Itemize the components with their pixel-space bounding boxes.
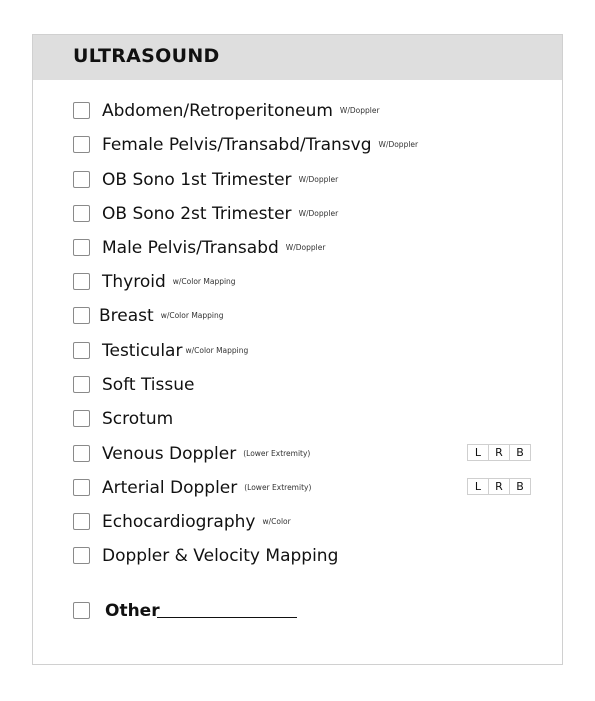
item-name: Abdomen/Retroperitoneum [102, 101, 333, 121]
order-item-male-pelvis[interactable] [33, 237, 562, 261]
order-item-other[interactable] [33, 600, 562, 624]
item-note: W/Doppler [298, 175, 339, 184]
checkbox[interactable] [73, 410, 90, 427]
order-item-scrotum[interactable] [33, 408, 562, 432]
checkbox[interactable] [73, 445, 90, 462]
side-right-option[interactable]: R [488, 478, 510, 495]
item-name: Echocardiography [102, 512, 256, 532]
item-label [102, 443, 310, 465]
item-name: OB Sono 1st Trimester [102, 170, 292, 190]
item-label [102, 237, 325, 259]
order-item-ob-2st[interactable] [33, 203, 562, 227]
checkbox[interactable] [73, 171, 90, 188]
item-note: w/Color [262, 517, 291, 526]
item-label [102, 134, 418, 156]
item-label [102, 271, 236, 293]
order-item-testicular[interactable] [33, 340, 562, 364]
checkbox[interactable] [73, 376, 90, 393]
checkbox[interactable] [73, 547, 90, 564]
checkbox[interactable] [73, 136, 90, 153]
item-label [102, 340, 248, 362]
checkbox[interactable] [73, 239, 90, 256]
item-note: w/Color Mapping [185, 346, 249, 355]
other-label: Other [105, 601, 160, 621]
item-name: Breast [99, 306, 154, 326]
item-label [102, 545, 338, 567]
item-note: W/Doppler [339, 106, 380, 115]
item-label [102, 408, 173, 430]
ultrasound-order-card [32, 34, 563, 665]
side-right-option[interactable]: R [488, 444, 510, 461]
item-note: (Lower Extremity) [243, 449, 311, 458]
item-note: W/Doppler [298, 209, 339, 218]
section-header [33, 35, 562, 80]
checkbox[interactable] [73, 602, 90, 619]
item-label [102, 374, 194, 396]
item-name: Thyroid [102, 272, 166, 292]
item-name: Female Pelvis/Transabd/Transvg [102, 135, 372, 155]
order-item-abdomen[interactable] [33, 100, 562, 124]
item-name: Scrotum [102, 409, 174, 429]
side-left-option[interactable]: L [467, 444, 489, 461]
side-selector [468, 444, 531, 461]
other-text-field[interactable] [157, 617, 297, 618]
order-item-female-pelvis[interactable] [33, 134, 562, 158]
checkbox[interactable] [73, 205, 90, 222]
item-note: w/Color Mapping [172, 277, 236, 286]
item-note: w/Color Mapping [160, 311, 224, 320]
item-name: Venous Doppler [102, 444, 237, 464]
checkbox[interactable] [73, 342, 90, 359]
item-label [102, 477, 311, 499]
item-note: W/Doppler [378, 140, 419, 149]
side-selector [468, 478, 531, 495]
item-name: Doppler & Velocity Mapping [102, 546, 339, 566]
item-name: Arterial Doppler [102, 478, 238, 498]
item-note: (Lower Extremity) [244, 483, 312, 492]
item-label [102, 203, 338, 225]
order-item-breast[interactable] [33, 305, 562, 329]
item-label [102, 100, 380, 122]
order-item-thyroid[interactable] [33, 271, 562, 295]
checkbox[interactable] [73, 513, 90, 530]
item-name: Male Pelvis/Transabd [102, 238, 279, 258]
item-name: Soft Tissue [102, 375, 195, 395]
order-item-doppler-velocity[interactable] [33, 545, 562, 569]
item-label [102, 169, 338, 191]
checkbox[interactable] [73, 479, 90, 496]
section-title: ULTRASOUND [73, 45, 220, 67]
item-note: W/Doppler [285, 243, 326, 252]
side-both-option[interactable]: B [509, 444, 531, 461]
item-name: Testicular [102, 341, 183, 361]
item-label [102, 511, 291, 533]
checkbox[interactable] [73, 273, 90, 290]
checkbox[interactable] [73, 102, 90, 119]
order-item-arterial-doppler[interactable] [33, 477, 562, 501]
order-item-venous-doppler[interactable] [33, 443, 562, 467]
side-both-option[interactable]: B [509, 478, 531, 495]
checkbox[interactable] [73, 307, 90, 324]
item-label [99, 305, 224, 327]
item-name: OB Sono 2st Trimester [102, 204, 292, 224]
order-item-echocardiography[interactable] [33, 511, 562, 535]
side-left-option[interactable]: L [467, 478, 489, 495]
order-item-soft-tissue[interactable] [33, 374, 562, 398]
order-item-ob-1st[interactable] [33, 169, 562, 193]
